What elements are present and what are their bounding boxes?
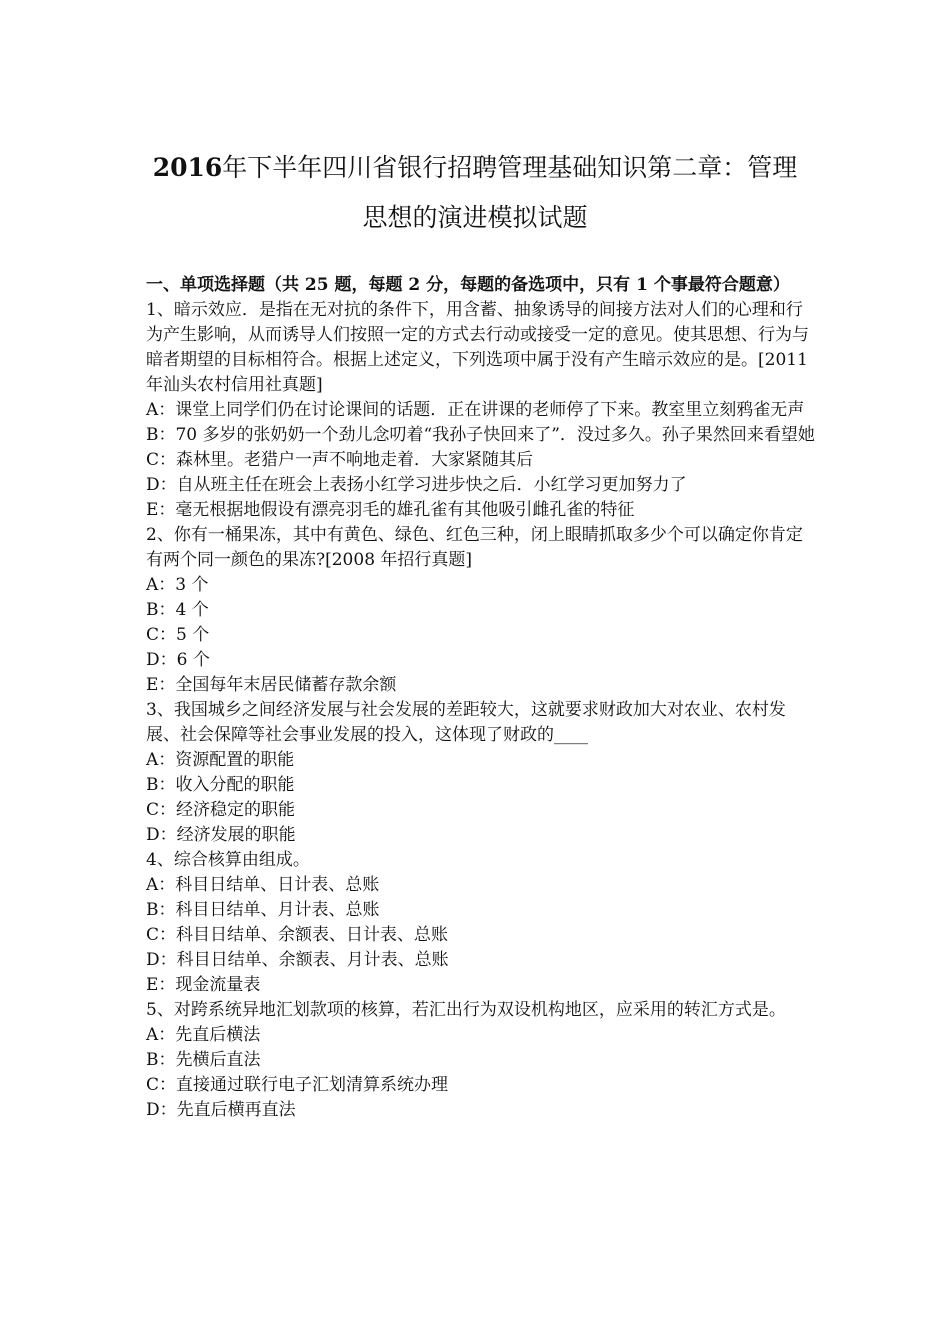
answer-option: A：先直后横法 bbox=[146, 1025, 261, 1045]
page-title-line-1 bbox=[130, 154, 820, 182]
section-heading: 一、单项选择题（共 25 题，每题 2 分，每题的备选项中，只有 1 个事最符合题意） bbox=[146, 275, 790, 295]
option-list bbox=[146, 398, 815, 523]
question-stem: 4、综合核算由组成。 bbox=[146, 850, 310, 870]
answer-option: E：全国每年末居民储蓄存款余额 bbox=[146, 675, 397, 695]
answer-option: E：毫无根据地假设有漂亮羽毛的雄孔雀有其他吸引雌孔雀的特征 bbox=[146, 500, 635, 520]
answer-option: D：先直后横再直法 bbox=[146, 1100, 296, 1120]
answer-option: C：5 个 bbox=[146, 625, 210, 645]
answer-option: C：科目日结单、余额表、日计表、总账 bbox=[146, 925, 449, 945]
question-stem: 1、暗示效应．是指在无对抗的条件下，用含蓄、抽象诱导的间接方法对人们的心理和行为产生影响，从而诱导人们按照一定的方式去行动或接受一定的意见。使其思想、行为与暗者期望的目标相符合。根据上述定义，下列选项中属于没有产生暗示效应的是。[2011 年汕头农村信用社真题] bbox=[146, 300, 809, 395]
question-list bbox=[146, 298, 815, 1123]
answer-option: A：科目日结单、日计表、总账 bbox=[146, 875, 380, 895]
document-body bbox=[146, 273, 815, 1123]
answer-option: A：3 个 bbox=[146, 575, 209, 595]
question-item bbox=[146, 298, 815, 523]
question-stem: 5、对跨系统异地汇划款项的核算，若汇出行为双设机构地区，应采用的转汇方式是。 bbox=[146, 1000, 786, 1020]
title-text-1: 年下半年四川省银行招聘管理基础知识第二章：管理 bbox=[222, 153, 798, 182]
question-item bbox=[146, 523, 810, 698]
question-stem: 3、我国城乡之间经济发展与社会发展的差距较大，这就要求财政加大对农业、农村发展、社会保障等社会事业发展的投入，这体现了财政的____ bbox=[146, 700, 786, 745]
answer-option: B：收入分配的职能 bbox=[146, 775, 295, 795]
option-list bbox=[146, 1023, 810, 1123]
answer-option: B：先横后直法 bbox=[146, 1050, 261, 1070]
title-year: 2016 bbox=[152, 153, 223, 182]
answer-option: E：现金流量表 bbox=[146, 975, 261, 995]
page-title-line-2: 思想的演进模拟试题 bbox=[362, 203, 588, 232]
option-list bbox=[146, 573, 810, 698]
answer-option: B：科目日结单、月计表、总账 bbox=[146, 900, 380, 920]
answer-option: B：70 多岁的张奶奶一个劲儿念叨着“我孙子快回来了”．没过多久。孙子果然回来看望她 bbox=[146, 425, 815, 445]
answer-option: D：6 个 bbox=[146, 650, 210, 670]
option-list bbox=[146, 873, 810, 998]
option-list bbox=[146, 748, 810, 848]
answer-option: A：资源配置的职能 bbox=[146, 750, 295, 770]
answer-option: D：自从班主任在班会上表扬小红学习进步快之后．小红学习更加努力了 bbox=[146, 475, 687, 495]
question-item bbox=[146, 848, 810, 998]
question-stem: 2、你有一桶果冻，其中有黄色、绿色、红色三种，闭上眼睛抓取多少个可以确定你肯定有两个同一颜色的果冻?[2008 年招行真题] bbox=[146, 525, 803, 570]
answer-option: B：4 个 bbox=[146, 600, 209, 620]
question-item bbox=[146, 698, 810, 848]
answer-option: C：森林里。老猎户一声不响地走着．大家紧随其后 bbox=[146, 450, 534, 470]
question-item bbox=[146, 998, 810, 1123]
answer-option: D：经济发展的职能 bbox=[146, 825, 296, 845]
answer-option: C：经济稳定的职能 bbox=[146, 800, 296, 820]
answer-option: C：直接通过联行电子汇划清算系统办理 bbox=[146, 1075, 449, 1095]
answer-option: A：课堂上同学们仍在讨论课间的话题．正在讲课的老师停了下来。教室里立刻鸦雀无声 bbox=[146, 400, 805, 420]
answer-option: D：科目日结单、余额表、月计表、总账 bbox=[146, 950, 449, 970]
